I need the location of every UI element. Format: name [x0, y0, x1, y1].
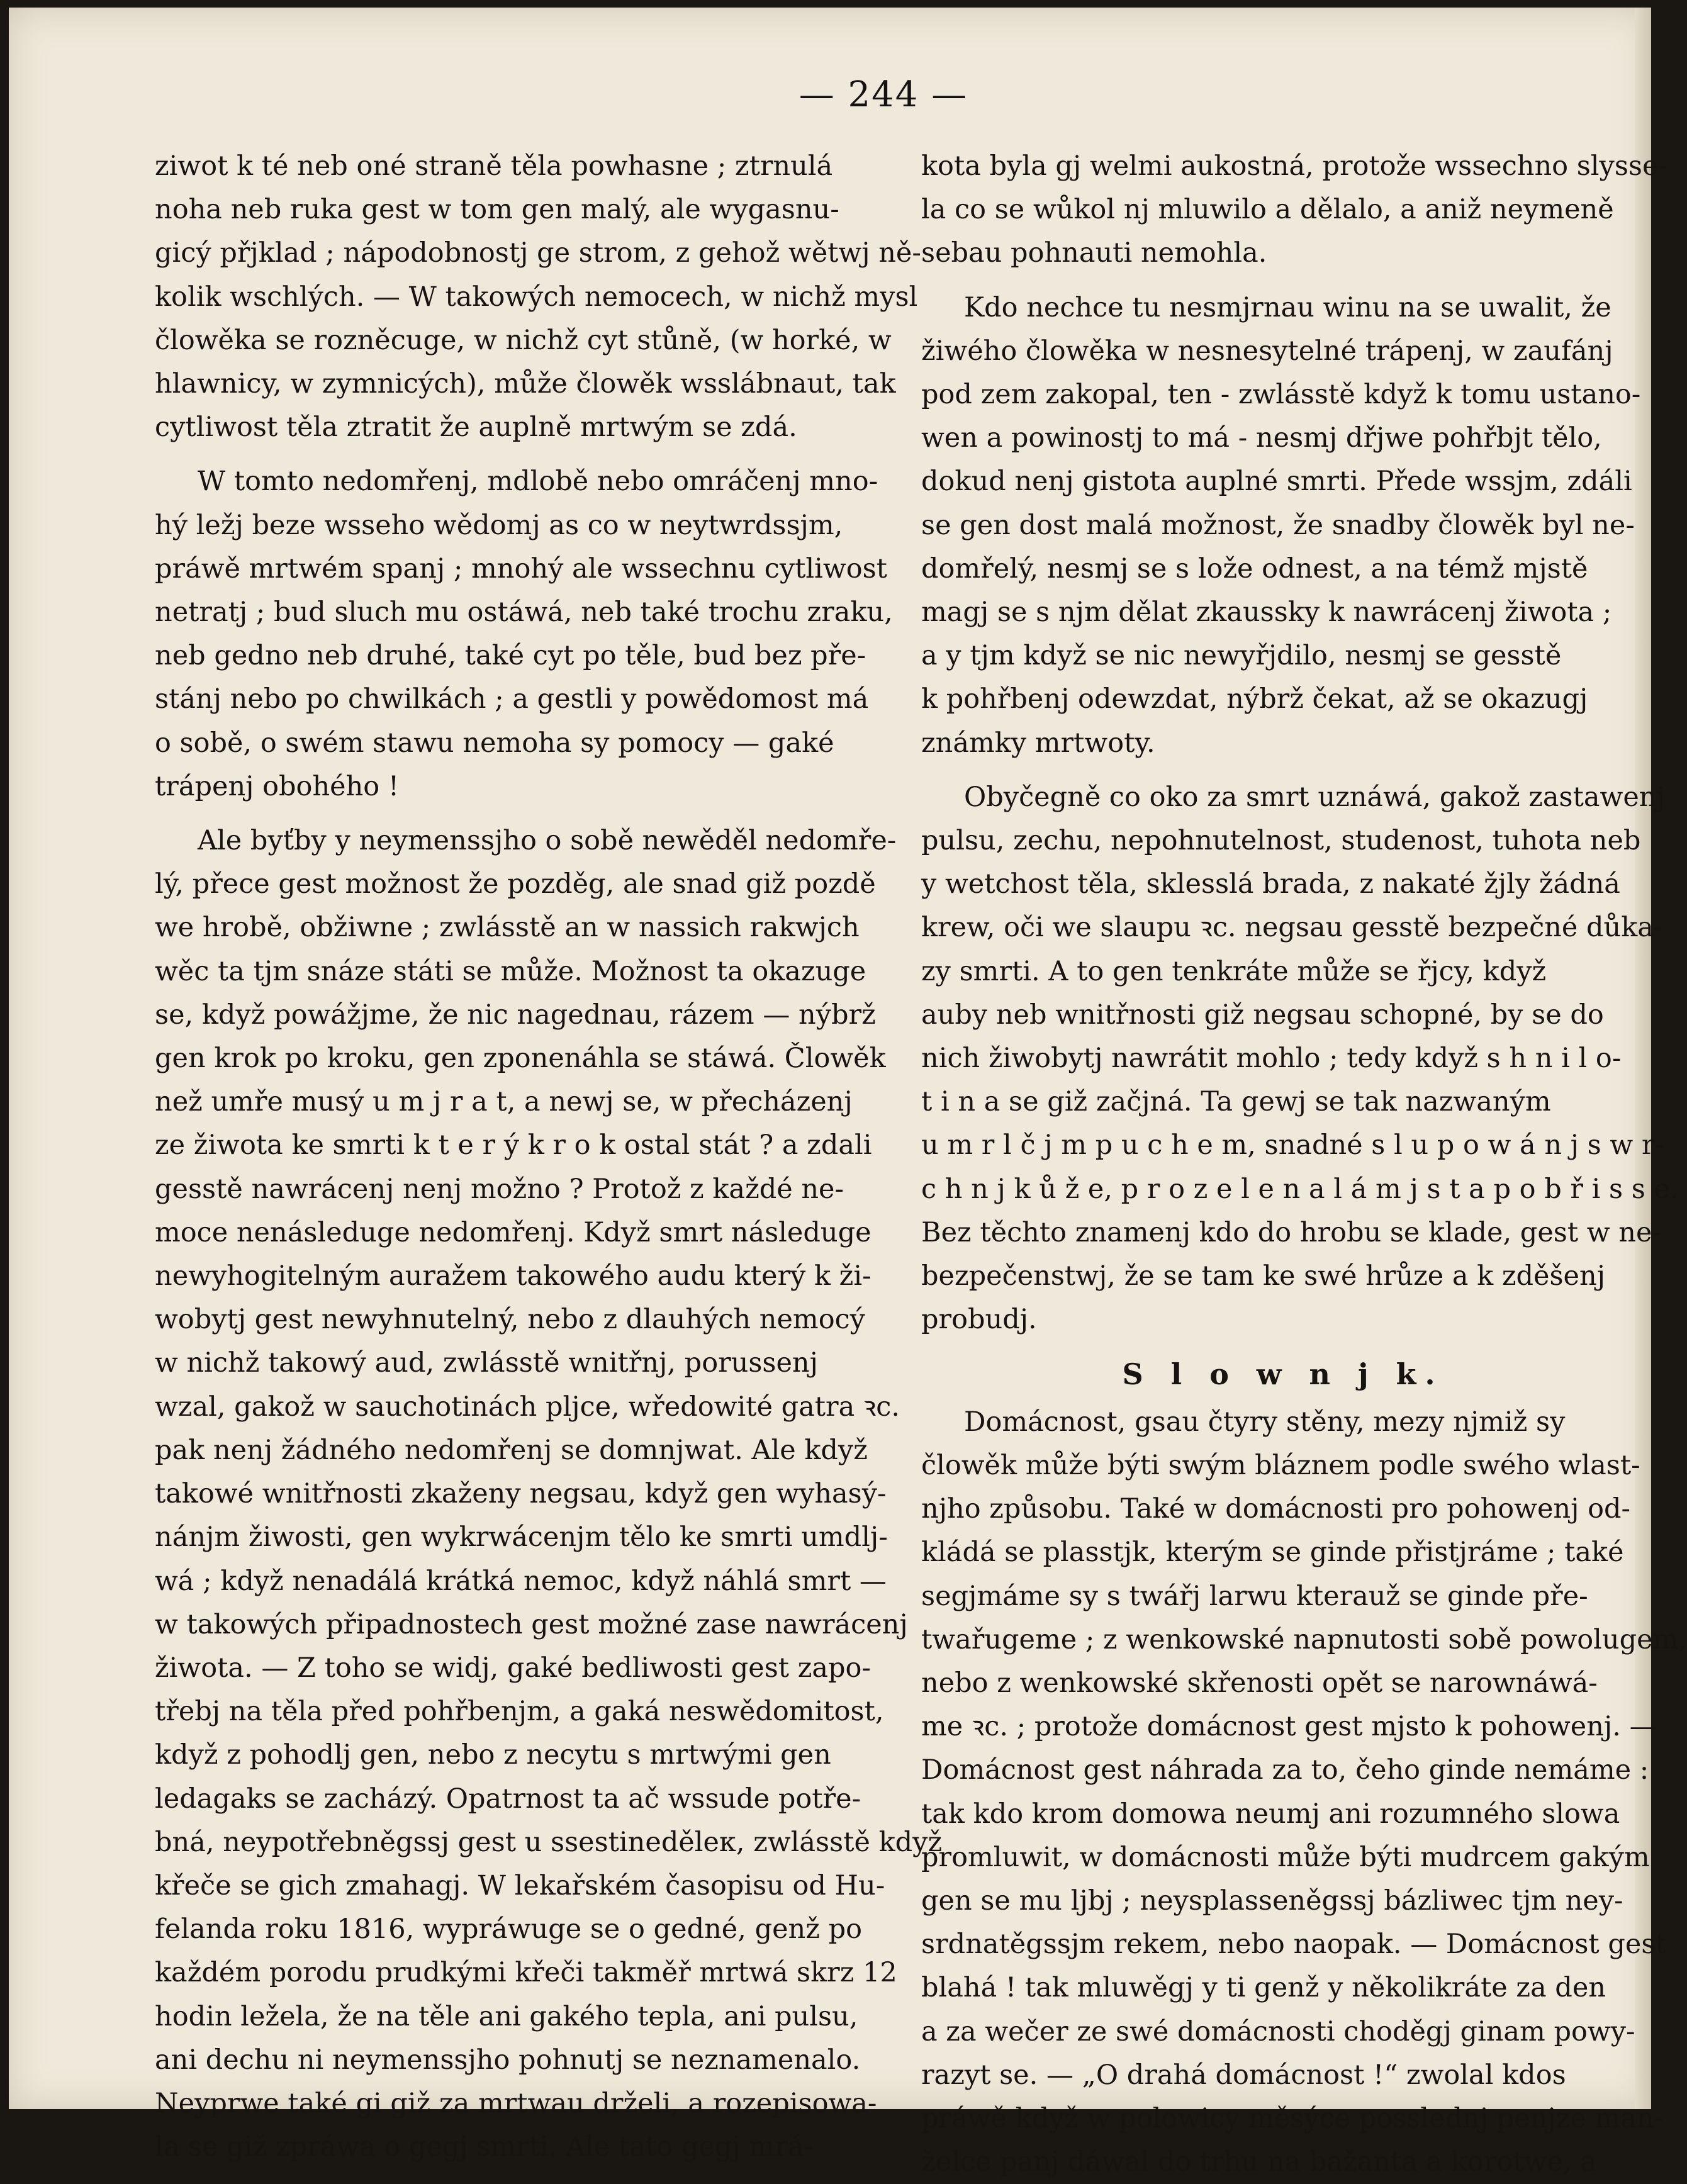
text-line: kota byla gj welmi aukostná, protože wssechno slysse-	[921, 150, 1667, 182]
text-line: člowěk může býti swým bláznem podle swého wlast-	[921, 1449, 1640, 1481]
text-line: Domácnost, gsau čtyry stěny, mezy njmiž sy	[964, 1406, 1566, 1438]
text-line: wzal, gakož w sauchotinách pljce, wředowité gatra ꝛc.	[155, 1391, 900, 1423]
text-line: t i n a se giž začjná. Ta gewj se tak nazwaným	[921, 1086, 1551, 1118]
text-line: twařugeme ; z wenkowské napnutosti sobě powolugem,	[921, 1623, 1687, 1655]
text-line: žiwého člowěka w nesnesytelné trápenj, w zaufánj	[921, 335, 1613, 367]
text-line: auby neb wnitřnosti giž negsau schopné, by se do	[921, 999, 1604, 1031]
text-line: práwě mrtwém spanj ; mnohý ale wssechnu cytliwost	[155, 552, 887, 585]
text-line: Kdo nechce tu nesmjrnau winu na se uwalit, že	[964, 291, 1611, 323]
text-line: we hrobě, obžiwne ; zwlásstě an w nassich rakwjch	[155, 912, 860, 944]
paragraph-continued	[921, 145, 1667, 276]
text-line: gen se mu ljbj ; neysplasseněgssj bázliwec tjm ney-	[921, 1884, 1623, 1917]
text-line: kládá se plasstjk, kterým se ginde přistjráme ; také	[921, 1537, 1624, 1569]
text-line: newyhogitelným auražem takowého audu který k ži-	[155, 1260, 872, 1292]
text-line: práwě když w polowicy měsýce posslednj penjze man-	[921, 2102, 1664, 2134]
paragraph-3	[155, 819, 943, 2169]
text-line: blahá ! tak mluwěgj y ti genž y několikráte za den	[921, 1972, 1606, 2004]
text-line: bezpečenstwj, že se tam ke swé hrůze a k zděšenj	[921, 1260, 1606, 1292]
text-line: takowé wnitřnosti zkaženy negsau, když gen wyhasý-	[155, 1478, 887, 1510]
text-line: a za wečer ze swé domácnosti choděgj ginam powy-	[921, 2015, 1635, 2047]
text-line: želce panj dáwal do trhu na bažanta a korotwe, a	[921, 2146, 1596, 2178]
text-line: magj se s njm dělat zkaussky k nawrácenj žiwota ;	[921, 596, 1612, 629]
text-line: felanda roku 1816, wypráwuge se o gedné, genž po	[155, 1913, 862, 1946]
text-line: promluwit, w domácnosti může býti mudrcem gakým	[921, 1841, 1650, 1873]
text-line: Obyčegně co oko za smrt uznáwá, gakož zastawenj	[964, 781, 1665, 813]
page-number: — 244 —	[799, 74, 968, 115]
text-line: w nichž takowý aud, zwlásstě wnitřnj, porussenj	[155, 1347, 818, 1379]
text-line: nánjm žiwosti, gen wykrwácenjm tělo ke smrti umdlj-	[155, 1521, 888, 1554]
text-line: zy smrti. A to gen tenkráte může se řjcy, když	[921, 955, 1547, 987]
text-line: Domácnost gest náhrada za to, čeho ginde nemáme :	[921, 1754, 1649, 1786]
text-line: známky mrtwoty.	[921, 727, 1155, 759]
paragraph-4	[921, 286, 1645, 765]
text-line: nebo z wenkowské skřenosti opět se narownáwá-	[921, 1667, 1598, 1699]
text-line: každém porodu prudkými křeči takměř mrtwá skrz 12	[155, 1957, 897, 1989]
text-line: noha neb ruka gest w tom gen malý, ale wygasnu-	[155, 194, 839, 226]
text-line: se gen dost malá možnost, že snadby člowěk byl ne-	[921, 509, 1635, 541]
text-line: žiwota. — Z toho se widj, gaké bedliwosti gest zapo-	[155, 1652, 871, 1684]
text-line: a y tjm když se nic newyřjdilo, nesmj se gesstě	[921, 640, 1562, 672]
text-line: hlawnicy, w zymnicých), může člowěk wsslábnaut, tak	[155, 368, 896, 400]
text-line: člowěka se rozněcuge, w nichž cyt stůně, (w horké, w	[155, 324, 892, 356]
text-line: kolik wschlých. — W takowých nemocech, w nichž mysl	[155, 281, 918, 313]
text-line: se, když powážjme, že nic nagednau, rázem — nýbrž	[155, 999, 876, 1031]
text-line: krew, oči we slaupu ꝛc. negsau gesstě bezpečné důka-	[921, 912, 1663, 944]
text-line: pak nenj žádného nedomřenj se domnjwat. Ale když	[155, 1434, 868, 1466]
text-line: třebj na těla před pohřbenjm, a gaká neswědomitost,	[155, 1696, 884, 1728]
text-line: stánj nebo po chwilkách ; a gestli y powědomost má	[155, 683, 869, 715]
left-column	[155, 145, 943, 2169]
text-line: k pohřbenj odewzdat, nýbrž čekat, až se okazugj	[921, 683, 1588, 715]
text-line: Neyprwe také gi giž za mrtwau drželi, a rozepisowa-	[155, 2087, 877, 2119]
text-line: netratj ; bud sluch mu ostáwá, neb také trochu zraku,	[155, 596, 893, 629]
text-line: njho způsobu. Také w domácnosti pro pohowenj od-	[921, 1493, 1631, 1525]
text-line: la co se wůkol nj mluwilo a dělalo, a aniž neymeně	[921, 194, 1614, 226]
text-line: pod zem zakopal, ten - zwlásstě když k tomu ustano-	[921, 379, 1641, 411]
text-line: y wetchost těla, sklesslá brada, z nakaté žjly žádná	[921, 868, 1620, 900]
text-line: bná, neypotřebněgssj gest u ssestineděleк, zwlásstě když	[155, 1826, 943, 1858]
text-line: wobytj gest newyhnutelný, nebo z dlauhých nemocý	[155, 1304, 865, 1336]
text-line: gen krok po kroku, gen zponenáhla se stáwá. Člowěk	[155, 1043, 886, 1075]
text-line: gicý přjklad ; nápodobnostj ge strom, z gehož wětwj ně-	[155, 237, 921, 269]
text-line: když z pohodlj gen, nebo z necytu s mrtwými gen	[155, 1739, 831, 1771]
text-line: pulsu, zechu, nepohnutelnost, studenost, tuhota neb	[921, 825, 1641, 857]
text-line: razyt se. — „O drahá domácnost !“ zwolal kdos	[921, 2059, 1566, 2091]
text-line: c h n j k ů ž e, p r o z e l e n a l á m j s t a p o b ř i s s e.	[921, 1173, 1679, 1205]
text-line: W tomto nedomřenj, mdlobě nebo omráčenj mno-	[198, 466, 878, 498]
text-line: ziwot k té neb oné straně těla powhasne ; ztrnulá	[155, 150, 833, 182]
text-line: neb gedno neb druhé, také cyt po těle, bud bez pře-	[155, 640, 866, 672]
text-line: moce nenásleduge nedomřenj. Když smrt následuge	[155, 1216, 872, 1248]
text-line: křeče se gich zmahagj. W lekařském časopisu od Hu-	[155, 1869, 885, 1901]
text-line: Ale byťby y neymenssjho o sobě newěděl nedomře-	[198, 825, 897, 857]
dictionary-entry	[921, 1401, 1687, 2184]
paragraph-1	[155, 145, 921, 449]
text-line: cytliwost těla ztratit že auplně mrtwým se zdá.	[155, 412, 797, 444]
text-line: sebau pohnauti nemohla.	[921, 237, 1267, 269]
text-line: hodin ležela, že na těle ani gakého tepla, ani pulsu,	[155, 2000, 858, 2032]
text-line: ze žiwota ke smrti k t e r ý k r o k ostal stát ? a zdali	[155, 1129, 872, 1162]
book-page	[9, 8, 1687, 2178]
text-line: ledagaks se zacházý. Opatrnost ta ač wssude potře-	[155, 1783, 861, 1815]
section-heading: S l o w n j k.	[1122, 1357, 1444, 1392]
text-line: ani dechu ni neymenssjho pohnutj se neznamenalo.	[155, 2044, 861, 2076]
text-line: trápenj obohého !	[155, 770, 400, 802]
text-line: lý, přece gest možnost že pozděg, ale snad giž pozdě	[155, 868, 876, 900]
text-line: u m r l č j m p u c h e m, snadné s l u p o w á n j s w r-	[921, 1129, 1664, 1162]
text-line: dokud nenj gistota auplné smrti. Přede wssjm, zdáli	[921, 466, 1632, 498]
paragraph-5	[921, 776, 1679, 1342]
text-line: me ꝛc. ; protože domácnost gest mjsto k pohowenj. —	[921, 1711, 1657, 1743]
text-line: Bez těchto znamenj kdo do hrobu se klade, gest w ne-	[921, 1216, 1661, 1248]
text-line: la se giž zpráwa o gegj smrti. Ale tato gegj mrá-	[155, 2131, 813, 2163]
text-line: o sobě, o swém stawu nemoha sy pomocy — gaké	[155, 727, 834, 759]
text-line: probudj.	[921, 1304, 1037, 1336]
text-line: srdnatěgssjm rekem, nebo naopak. — Domácnost gest	[921, 1929, 1666, 1961]
text-line: wěc ta tjm snáze státi se může. Možnost ta okazuge	[155, 955, 866, 987]
text-line: segjmáme sy s twářj larwu kterauž se ginde pře-	[921, 1580, 1588, 1612]
text-line: domřelý, nesmj se s lože odnest, a na témž mjstě	[921, 552, 1588, 585]
text-line: tak kdo krom domowa neumj ani rozumného slowa	[921, 1798, 1620, 1830]
text-line: wen a powinostj to má - nesmj dřjwe pohřbjt tělo,	[921, 422, 1602, 454]
paragraph-2	[155, 460, 893, 809]
text-line: wá ; když nenadálá krátká nemoc, když náhlá smrt —	[155, 1565, 887, 1597]
text-line: nich žiwobytj nawrátit mohlo ; tedy když s h n i l o-	[921, 1043, 1622, 1075]
right-column	[921, 145, 1687, 2184]
text-line: hý ležj beze wsseho wědomj as co w neytwrdssjm,	[155, 509, 843, 541]
text-line: než umře musý u m j r a t, a newj se, w přecházenj	[155, 1086, 853, 1118]
text-line: w takowých připadnostech gest možné zase nawrácenj	[155, 1608, 908, 1640]
text-line: gesstě nawrácenj nenj možno ? Protož z každé ne-	[155, 1173, 844, 1205]
